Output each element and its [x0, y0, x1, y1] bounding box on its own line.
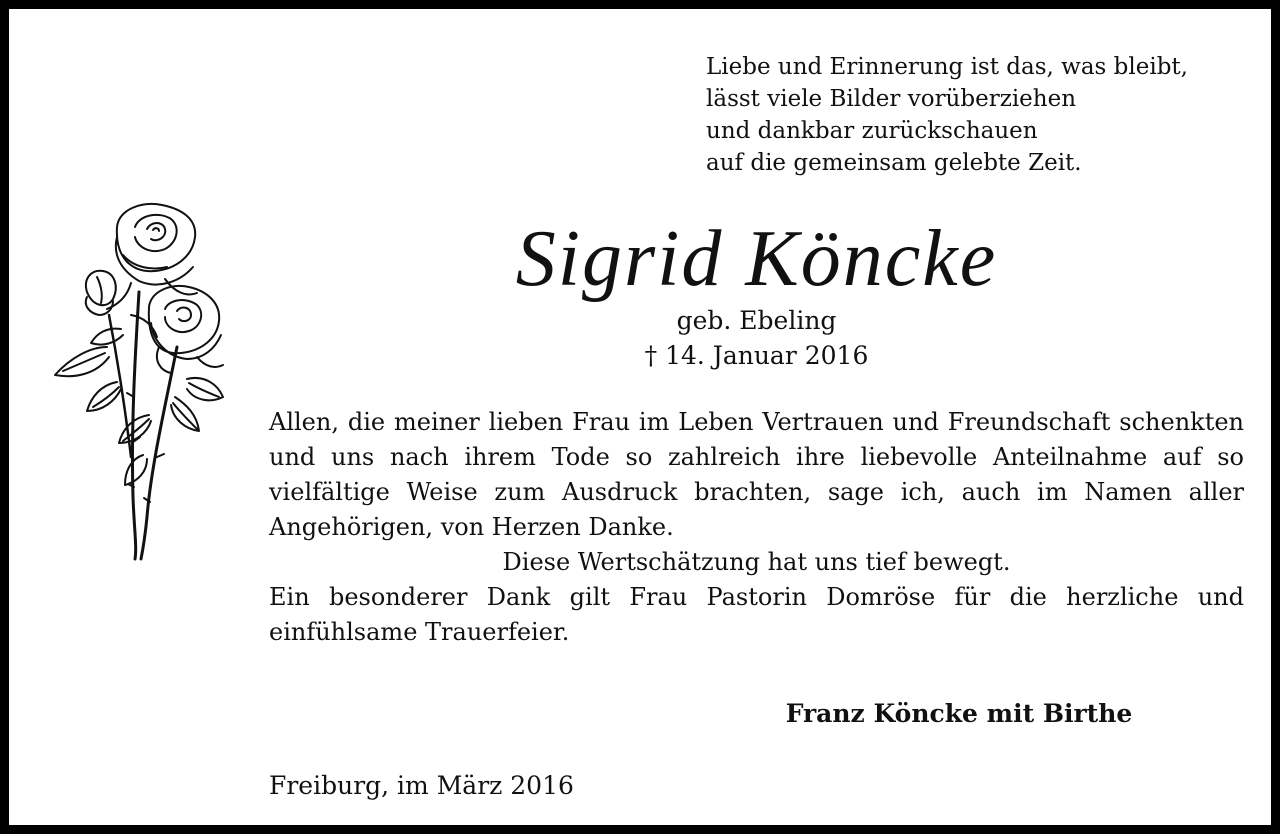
place-date: Freiburg, im März 2016 — [269, 771, 574, 800]
poem-line: und dankbar zurückschauen — [706, 118, 1038, 144]
memorial-poem — [706, 51, 1266, 179]
deceased-name: Sigrid Köncke — [515, 215, 998, 303]
message-paragraph: Diese Wertschätzung hat uns tief bewegt. — [502, 548, 1011, 576]
message-paragraph: Ein besonderer Dank gilt Frau Pastorin Domröse für die herzliche und einfühlsame Trauerfeier. — [269, 583, 1244, 646]
poem-line: Liebe und Erinnerung ist das, was bleibt, — [706, 54, 1188, 80]
rose-illustration-icon — [47, 197, 237, 562]
birth-name: geb. Ebeling — [676, 306, 837, 335]
death-date: † 14. Januar 2016 — [644, 341, 869, 370]
poem-line: lässt viele Bilder vorüberziehen — [706, 86, 1077, 112]
message-paragraph: Allen, die meiner lieben Frau im Leben Vertrauen und Freundschaft schenkten und uns nach ihrem Tode so zahlreich ihre liebevolle Anteilnahme auf so vielfältige Weise zum Ausdruck brachten, sage ich, auch im Namen aller Angehörigen, von Herzen Danke. — [269, 408, 1244, 541]
thank-you-message — [269, 405, 1244, 650]
signature: Franz Köncke mit Birthe — [785, 699, 1133, 728]
poem-line: auf die gemeinsam gelebte Zeit. — [706, 150, 1082, 176]
